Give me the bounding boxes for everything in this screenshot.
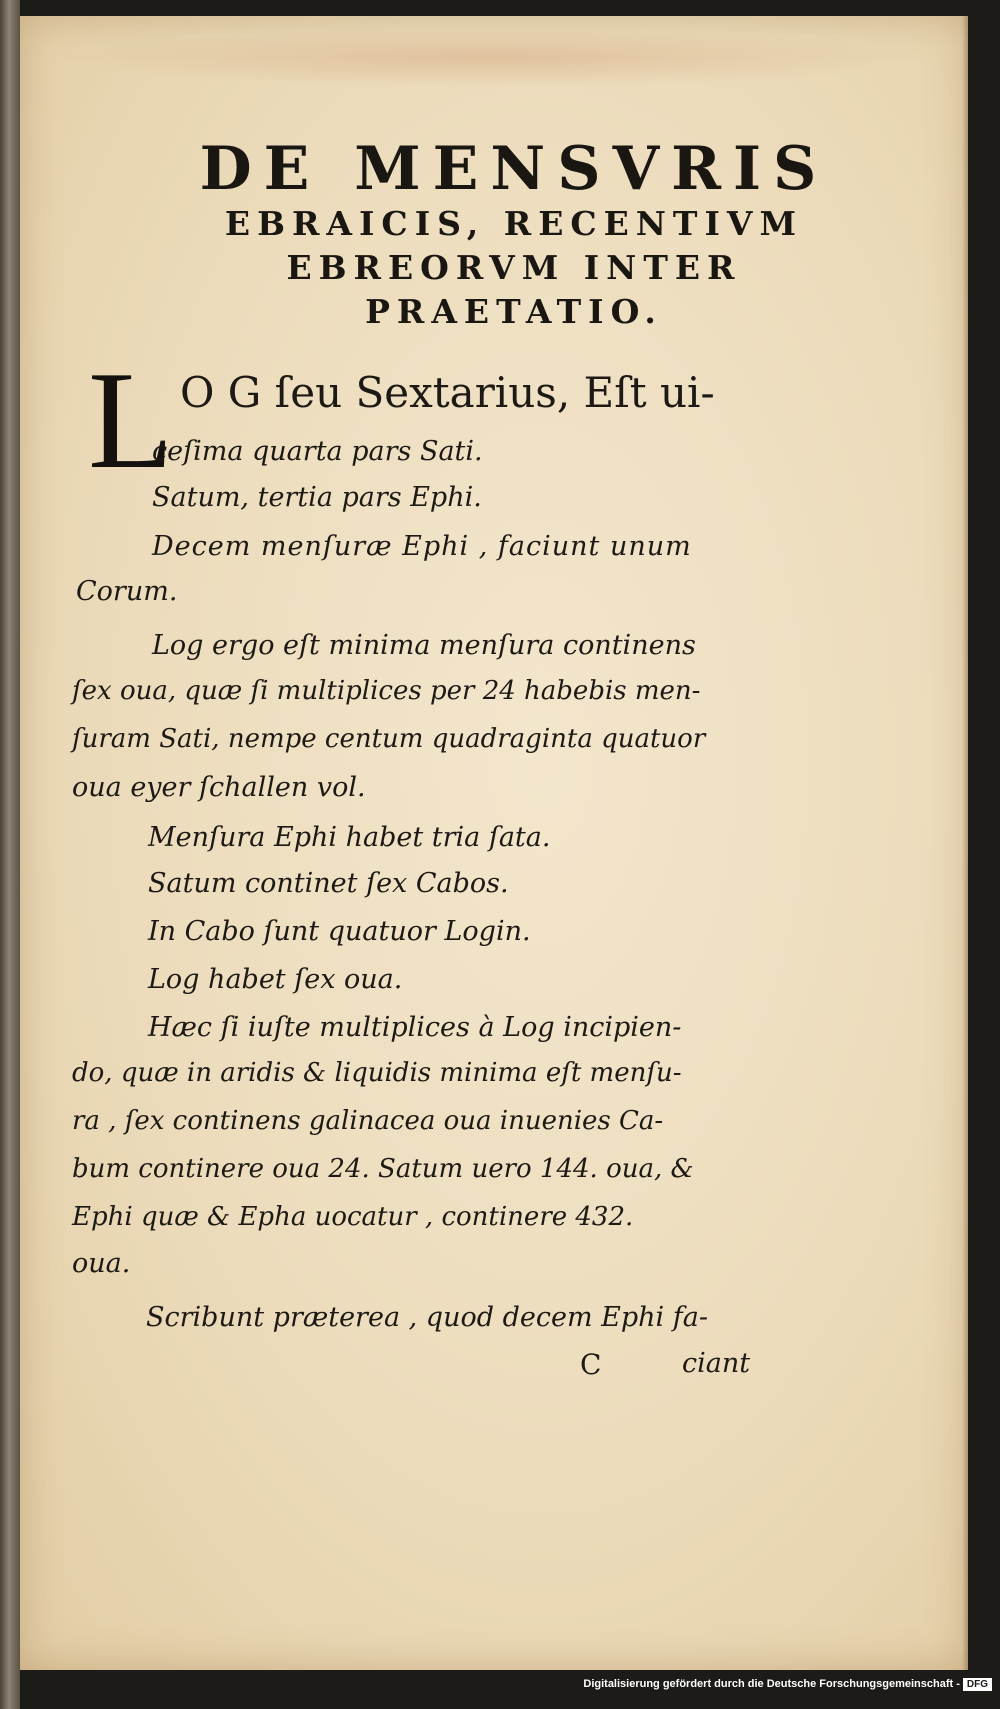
dfg-logo: DFG — [963, 1678, 992, 1691]
text-line: Menſura Ephi habet tria ſata. — [148, 822, 551, 853]
water-stain — [60, 28, 920, 88]
text-line: Hæc ſi iuſte multiplices à Log incipien- — [148, 1012, 682, 1043]
text-line: oua eyer ſchallen vol. — [72, 772, 366, 803]
title-line-2: EBRAICIS, RECENTIVM — [224, 204, 804, 243]
digitization-footer — [0, 1678, 992, 1691]
text-line: bum continere oua 24. Satum uero 144. oua, & — [72, 1154, 694, 1184]
text-line: Satum continet ſex Cabos. — [148, 868, 509, 899]
text-line: Log habet ſex oua. — [148, 964, 403, 995]
title-line-4: PRAETATIO. — [365, 292, 663, 331]
text-line: ſuram Sati, nempe centum quadraginta quatuor — [72, 724, 706, 754]
text-line: Ephi quæ & Epha uocatur , continere 432. — [72, 1202, 634, 1232]
text-line: oua. — [72, 1248, 131, 1279]
title-line-1: DE MENSVRIS — [199, 134, 829, 204]
text-line: Satum, tertia pars Ephi. — [152, 482, 482, 513]
title-line-3: EBREORVM INTER — [286, 248, 742, 287]
text-line: O G ſeu Sextarius, Eſt ui- — [180, 368, 715, 417]
footer-text: Digitalisierung gefördert durch die Deutsche Forschungsgemeinschaft - — [583, 1678, 960, 1690]
page-title — [20, 136, 968, 334]
text-line: ra , ſex continens galinacea oua inuenies Ca- — [72, 1106, 664, 1136]
text-line: Scribunt præterea , quod decem Ephi fa- — [146, 1302, 708, 1333]
text-line: Decem menſuræ Ephi , faciunt unum — [152, 531, 692, 562]
text-line: do, quæ in aridis & liquidis minima eſt menſu- — [72, 1058, 682, 1088]
signature-mark: C — [580, 1348, 602, 1381]
text-line: ſex oua, quæ ſi multiplices per 24 habebis men- — [72, 676, 701, 706]
text-line: In Cabo ſunt quatuor Login. — [148, 916, 531, 947]
drop-cap: L — [88, 343, 174, 498]
text-line: Corum. — [76, 576, 178, 607]
text-line: ceſima quarta pars Sati. — [152, 436, 483, 467]
book-spine — [0, 0, 20, 1709]
text-line: Log ergo eſt minima menſura continens — [152, 630, 696, 661]
catchword: ciant — [682, 1348, 751, 1379]
book-page — [20, 16, 968, 1670]
